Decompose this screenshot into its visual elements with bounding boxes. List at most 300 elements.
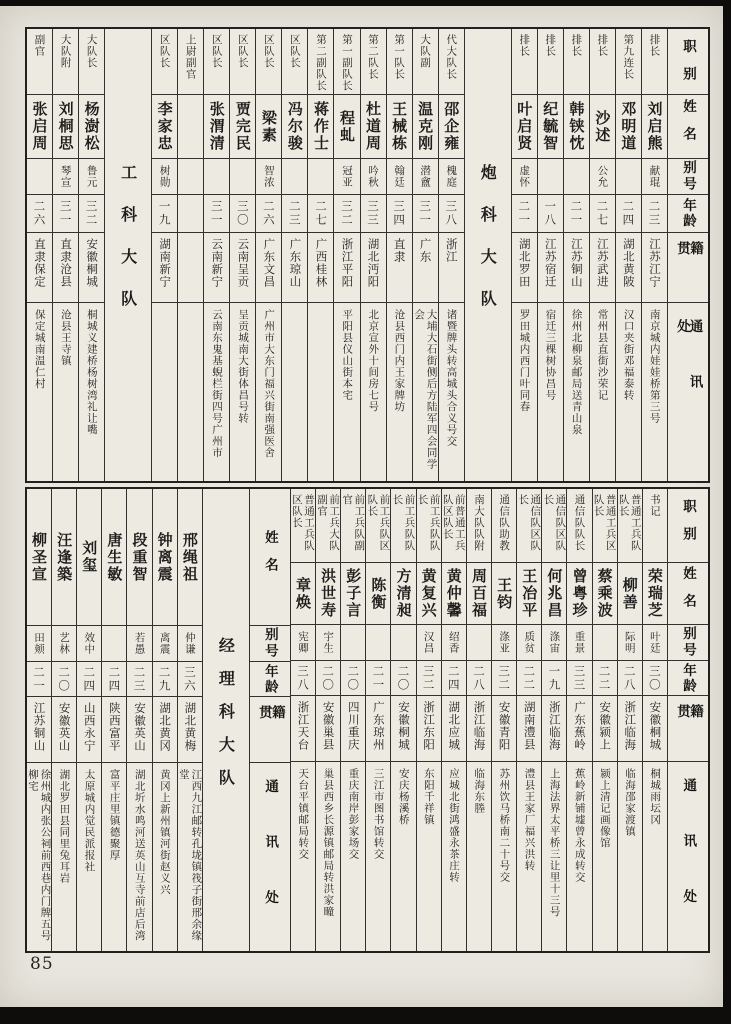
- member-column: [78, 29, 104, 481]
- member-age-cell: [27, 662, 51, 697]
- member-age: 一八: [543, 200, 558, 227]
- member-name: 蔡乘波: [595, 568, 614, 619]
- member-age: 二一: [517, 200, 532, 227]
- member-origin-cell: [178, 233, 203, 303]
- member-role: 通信队区队长: [517, 494, 542, 552]
- member-age-cell: [593, 661, 617, 696]
- member-alias-cell: [593, 625, 617, 661]
- member-role: 第一队长: [393, 34, 406, 80]
- member-alias: 鲁元: [85, 165, 98, 188]
- member-name: 柳善: [620, 576, 639, 611]
- member-alias: 公允: [596, 165, 609, 188]
- member-role: 前工兵队副官: [341, 494, 366, 552]
- member-age-cell: [643, 661, 667, 696]
- member-role: 普通工兵队队长: [617, 494, 642, 552]
- member-name: 邓明道: [619, 101, 638, 152]
- member-age-cell: [282, 195, 307, 233]
- member-age: 二三: [647, 200, 662, 227]
- member-column: [563, 29, 589, 481]
- member-alias-cell: [391, 625, 415, 661]
- member-alias: 质贫: [523, 631, 536, 654]
- member-origin: 浙江临海: [472, 701, 487, 751]
- member-origin-cell: [256, 233, 281, 303]
- member-name-cell: [366, 563, 390, 625]
- member-role-cell: [616, 29, 641, 95]
- member-age: 二八: [471, 664, 486, 692]
- member-address: 颍上清记画像馆: [598, 768, 611, 849]
- member-alias-cell: [230, 159, 255, 195]
- header-role-cell: [668, 29, 708, 95]
- member-age-cell: [230, 195, 255, 233]
- member-name-cell: [341, 563, 365, 625]
- member-age: 三四: [392, 200, 407, 227]
- battalion-label-column: [104, 29, 151, 481]
- member-origin-cell: [204, 233, 229, 303]
- member-alias: 虚怀: [518, 165, 531, 188]
- row-header-label: 职别: [680, 39, 696, 94]
- member-column: [76, 489, 101, 951]
- member-name: 彭子言: [344, 568, 363, 619]
- member-origin-cell: [316, 696, 340, 762]
- member-address: 苏州饮马桥南二十号交: [498, 768, 511, 883]
- member-origin-cell: [387, 233, 412, 303]
- row-header-label: 姓名: [261, 529, 278, 585]
- member-address-cell: [517, 762, 541, 951]
- member-address-cell: [79, 303, 104, 481]
- member-role-cell: [282, 29, 307, 95]
- member-role-cell: [567, 489, 591, 563]
- roster-table-top: [25, 27, 710, 483]
- member-name: 梁素: [259, 109, 278, 144]
- member-name-cell: [282, 95, 307, 159]
- member-address: 三江市图书馆转交: [372, 768, 385, 860]
- member-address-cell: [417, 762, 441, 951]
- member-origin-cell: [391, 696, 415, 762]
- header-role-cell: [668, 489, 708, 563]
- member-origin: 湖北黄冈: [158, 702, 173, 752]
- header-address-cell: [250, 763, 290, 951]
- member-origin-cell: [334, 233, 359, 303]
- member-role-cell: [643, 489, 667, 563]
- member-age-cell: [391, 661, 415, 696]
- member-alias: 绍香: [447, 631, 460, 654]
- member-origin: 安徽桐城: [397, 701, 412, 751]
- member-alias-cell: [538, 159, 563, 195]
- member-alias-cell: [53, 159, 78, 195]
- member-origin: 湖北罗田: [517, 238, 532, 288]
- member-age: 二四: [82, 665, 97, 693]
- member-origin: 江苏江宁: [647, 238, 662, 288]
- member-alias: 际明: [623, 631, 636, 654]
- member-column: [511, 29, 537, 481]
- member-role: 大队长: [85, 34, 98, 69]
- member-age: 二七: [313, 200, 328, 227]
- member-column: [333, 29, 359, 481]
- member-alias: 献琨: [648, 165, 661, 188]
- member-column: [177, 29, 203, 481]
- member-alias-cell: [387, 159, 412, 195]
- member-age-cell: [387, 195, 412, 233]
- member-origin-cell: [643, 696, 667, 762]
- member-alias: 涤亚: [498, 631, 511, 654]
- battalion-label-column: [202, 489, 249, 951]
- member-role: 排长: [596, 34, 609, 57]
- member-age-cell: [417, 661, 441, 696]
- member-alias: 冠亚: [341, 165, 353, 188]
- member-origin-cell: [53, 233, 78, 303]
- member-column: [203, 29, 229, 481]
- member-age-cell: [413, 195, 438, 233]
- member-address-cell: [230, 303, 255, 481]
- member-origin: 湖北黄陂: [621, 238, 636, 288]
- member-age: 一九: [547, 664, 562, 692]
- member-address: 宿迁三棵树协昌号: [544, 309, 557, 401]
- member-origin-cell: [282, 233, 307, 303]
- member-origin-cell: [439, 233, 464, 303]
- member-address: 天台平镇邮局转交: [297, 768, 310, 860]
- member-address: 诸暨牌头转高城头合义号交: [445, 309, 458, 447]
- member-age-cell: [291, 661, 315, 696]
- member-address-cell: [492, 762, 516, 951]
- member-origin: 安徽颍上: [598, 701, 613, 751]
- member-age: 二六: [261, 200, 276, 227]
- member-role-cell: [178, 29, 203, 95]
- member-origin: 江苏武进: [595, 238, 610, 288]
- member-name-cell: [593, 563, 617, 625]
- member-role-cell: [291, 489, 315, 563]
- member-origin-cell: [102, 697, 126, 763]
- member-role: 第九连长: [622, 34, 635, 80]
- member-name: 张渭清: [207, 101, 226, 152]
- member-address: 澧县王家厂福兴洪转: [523, 768, 536, 872]
- member-role-cell: [538, 29, 563, 95]
- member-alias-cell: [517, 625, 541, 661]
- member-name-cell: [387, 95, 412, 159]
- member-address-cell: [282, 303, 307, 481]
- row-header-column: [249, 489, 290, 951]
- member-role-cell: [152, 29, 177, 95]
- member-name: 刘玺: [80, 540, 99, 574]
- member-alias: 潜盦: [419, 165, 432, 188]
- member-origin-cell: [27, 697, 51, 763]
- member-name: 王钧: [495, 576, 514, 611]
- member-name: 张启周: [30, 101, 49, 152]
- member-column: [255, 29, 281, 481]
- member-name: 韩铗忱: [567, 101, 586, 152]
- member-name-cell: [590, 95, 615, 159]
- member-column: [365, 489, 390, 951]
- member-age-cell: [308, 195, 333, 233]
- member-age: 三〇: [647, 664, 662, 692]
- member-role: 通信队队长: [573, 494, 586, 552]
- member-alias-cell: [291, 625, 315, 661]
- member-column: [641, 29, 667, 481]
- member-name: 方清昶: [394, 568, 413, 619]
- member-age-cell: [152, 195, 177, 233]
- member-origin: 直隶沧县: [59, 238, 74, 288]
- member-name-cell: [256, 95, 281, 159]
- member-age: 三二: [497, 664, 512, 692]
- member-alias-cell: [27, 159, 52, 195]
- member-name: 李家忠: [155, 101, 174, 152]
- member-address-cell: [593, 762, 617, 951]
- member-origin: 安徽巢县: [321, 701, 336, 751]
- member-role: 前工兵队队长: [416, 494, 441, 552]
- member-role-cell: [53, 29, 78, 95]
- row-header-label: 姓名: [680, 566, 696, 621]
- member-role-cell: [590, 29, 615, 95]
- row-header-label: 年龄: [680, 662, 696, 694]
- battalion-label: 工科大队: [118, 164, 138, 332]
- member-name-cell: [642, 95, 667, 159]
- member-column: [340, 489, 365, 951]
- member-age-cell: [77, 662, 101, 697]
- header-alias-cell: [668, 625, 708, 661]
- row-header-label: 通讯处: [674, 319, 703, 430]
- member-origin: 浙江临海: [623, 701, 638, 751]
- row-header-label: 别号: [680, 626, 696, 659]
- member-alias: 效中: [83, 632, 96, 655]
- member-name-cell: [467, 563, 491, 625]
- member-alias-cell: [366, 625, 390, 661]
- member-origin: 云南新宁: [210, 238, 225, 288]
- member-origin: 四川重庆: [346, 701, 361, 751]
- member-origin: 湖南澧县: [522, 701, 537, 751]
- member-role-cell: [204, 29, 229, 95]
- header-age-cell: [668, 661, 708, 696]
- header-name-cell: [250, 489, 290, 626]
- member-origin: 安徽桐城: [648, 701, 663, 751]
- member-address: 富平庄里镇德聚厚: [108, 769, 121, 861]
- member-alias-cell: [417, 625, 441, 661]
- member-alias-cell: [542, 625, 566, 661]
- member-role: 前工兵大队副官: [316, 494, 341, 552]
- member-origin: 浙江天台: [296, 701, 311, 751]
- member-alias: 琴宣: [59, 165, 72, 188]
- member-name: 钟离震: [155, 531, 174, 583]
- member-origin-cell: [517, 696, 541, 762]
- member-role: 副官: [33, 34, 46, 57]
- member-name-cell: [204, 95, 229, 159]
- member-alias: 田颊: [32, 632, 45, 655]
- member-address-cell: [127, 763, 151, 951]
- member-age: 三八: [295, 664, 310, 692]
- member-column: [537, 29, 563, 481]
- member-age: 二三: [132, 665, 147, 693]
- member-alias-cell: [564, 159, 589, 195]
- member-origin-cell: [178, 697, 202, 763]
- member-column: [412, 29, 438, 481]
- member-origin-cell: [538, 233, 563, 303]
- member-alias-cell: [590, 159, 615, 195]
- member-alias-cell: [153, 626, 177, 662]
- member-age-cell: [334, 195, 359, 233]
- battalion-label-column: [464, 29, 511, 481]
- member-age-cell: [53, 195, 78, 233]
- member-alias-cell: [334, 159, 359, 195]
- member-address: 广州市大东门福兴街南强医舍: [263, 309, 276, 459]
- member-age: 三一: [418, 200, 433, 227]
- member-age: 二〇: [396, 664, 411, 692]
- member-name: 邵企雍: [442, 101, 461, 152]
- member-name-cell: [564, 95, 589, 159]
- member-alias: 智浓: [262, 165, 275, 188]
- member-origin-cell: [79, 233, 104, 303]
- member-age: 三一: [209, 200, 224, 227]
- member-address: 沧县王寺镇: [59, 309, 72, 367]
- member-age-cell: [79, 195, 104, 233]
- member-column: [281, 29, 307, 481]
- member-alias-cell: [361, 159, 386, 195]
- member-address-cell: [538, 303, 563, 481]
- member-age-cell: [27, 195, 52, 233]
- member-role: 区队长: [210, 34, 223, 69]
- member-address: 平阳县仪山街本宅: [341, 309, 354, 401]
- member-address: 保定城南温仁村: [33, 309, 46, 390]
- member-origin: 安徽青阳: [497, 701, 512, 751]
- member-role: 第二队长: [367, 34, 380, 80]
- member-age: 一九: [157, 200, 172, 227]
- member-role: 第一副队长: [341, 34, 353, 92]
- member-address: 桐城雨坛冈: [649, 768, 662, 826]
- member-name-cell: [417, 563, 441, 625]
- member-age-cell: [361, 195, 386, 233]
- member-name: 洪世寿: [319, 568, 338, 619]
- member-name: 王械栋: [390, 101, 409, 152]
- member-name-cell: [316, 563, 340, 625]
- member-age: 二二: [597, 664, 612, 692]
- member-alias-cell: [413, 159, 438, 195]
- member-column: [516, 489, 541, 951]
- member-name: 刘启熊: [645, 101, 664, 152]
- row-header-label: 年龄: [680, 198, 696, 229]
- member-age: 三二: [340, 200, 354, 227]
- member-alias: 吟秋: [367, 165, 380, 188]
- member-name: 杜道周: [364, 101, 383, 152]
- member-address-cell: [387, 303, 412, 481]
- member-origin-cell: [366, 696, 390, 762]
- member-address-cell: [643, 762, 667, 951]
- member-address-cell: [153, 763, 177, 951]
- member-name-cell: [230, 95, 255, 159]
- member-address-cell: [334, 303, 359, 481]
- member-role: 前工兵队区队长: [366, 494, 391, 552]
- member-alias: 仲谦: [183, 632, 196, 655]
- member-name: 程虬: [338, 109, 356, 144]
- member-alias-cell: [308, 159, 333, 195]
- member-age-cell: [439, 195, 464, 233]
- member-address-cell: [308, 303, 333, 481]
- member-alias-cell: [27, 626, 51, 662]
- member-address: 东阳千祥镇: [422, 768, 435, 826]
- member-name-cell: [391, 563, 415, 625]
- member-name-cell: [567, 563, 591, 625]
- header-name-cell: [668, 563, 708, 625]
- member-age-cell: [178, 195, 203, 233]
- member-age-cell: [204, 195, 229, 233]
- member-origin-cell: [492, 696, 516, 762]
- member-address-cell: [616, 303, 641, 481]
- member-address-cell: [413, 303, 438, 481]
- member-column: [592, 489, 617, 951]
- member-origin-cell: [27, 233, 52, 303]
- member-origin: 江苏宿迁: [543, 238, 558, 288]
- member-origin: 安徽英山: [133, 702, 148, 752]
- member-name: 柳圣宣: [29, 531, 48, 583]
- member-age: 二四: [621, 200, 636, 227]
- member-alias-cell: [178, 626, 202, 662]
- member-alias-cell: [204, 159, 229, 195]
- member-name-cell: [442, 563, 466, 625]
- member-age-cell: [442, 661, 466, 696]
- member-column: [27, 489, 51, 951]
- member-origin: 湖北沔阳: [366, 238, 381, 288]
- header-age-cell: [668, 195, 708, 233]
- member-role: 普通工兵区队长: [592, 494, 617, 552]
- member-address-cell: [27, 763, 51, 951]
- member-age: 二一: [371, 664, 386, 692]
- member-alias: 宇生: [322, 631, 335, 654]
- member-name: 段重智: [130, 531, 149, 583]
- member-alias: 艺林: [58, 632, 71, 655]
- member-address: 云南东鬼基蜺栏街四号广州市: [211, 309, 224, 459]
- member-address: 汉口夹街邓福泰转: [622, 309, 635, 401]
- member-origin: 安徽桐城: [85, 238, 100, 288]
- member-role-cell: [439, 29, 464, 95]
- member-name: 荣瑞芝: [645, 568, 664, 619]
- member-age: 二七: [595, 200, 610, 227]
- member-name-cell: [492, 563, 516, 625]
- member-role-cell: [316, 489, 340, 563]
- member-column: [151, 29, 177, 481]
- member-address-cell: [52, 763, 76, 951]
- member-name-cell: [512, 95, 537, 159]
- member-role-cell: [564, 29, 589, 95]
- member-role: 区队长: [158, 34, 171, 69]
- header-address-cell: [668, 762, 708, 951]
- member-age-cell: [590, 195, 615, 233]
- member-age-cell: [616, 195, 641, 233]
- row-header-label: 姓名: [680, 99, 696, 154]
- member-name-cell: [538, 95, 563, 159]
- member-role: 前工兵队队长: [391, 494, 416, 552]
- member-role-cell: [334, 29, 359, 95]
- member-column: [51, 489, 76, 951]
- member-column: [101, 489, 126, 951]
- member-address: 徐州城内张公祠前西巷内门牌五号柳宅: [26, 769, 52, 942]
- member-address-cell: [590, 303, 615, 481]
- member-role: 第二副队长: [314, 34, 327, 92]
- member-address: 重庆南岸彭家场交: [347, 768, 360, 860]
- member-column: [290, 489, 315, 951]
- member-age-cell: [542, 661, 566, 696]
- member-age: 二〇: [321, 664, 336, 692]
- member-origin-cell: [413, 233, 438, 303]
- member-role: 上尉副官: [184, 34, 197, 80]
- member-age-cell: [567, 661, 591, 696]
- row-header-label: 年龄: [261, 663, 278, 695]
- member-role-cell: [442, 489, 466, 563]
- member-address: 临海邵家渡镇: [624, 768, 637, 837]
- header-name-cell: [668, 95, 708, 159]
- member-origin-cell: [127, 697, 151, 763]
- member-age: 二三: [287, 200, 302, 227]
- member-alias-cell: [492, 625, 516, 661]
- member-name: 蒋作士: [311, 101, 330, 152]
- member-name: 陈衡: [369, 576, 388, 611]
- member-name-cell: [517, 563, 541, 625]
- member-alias-cell: [77, 626, 101, 662]
